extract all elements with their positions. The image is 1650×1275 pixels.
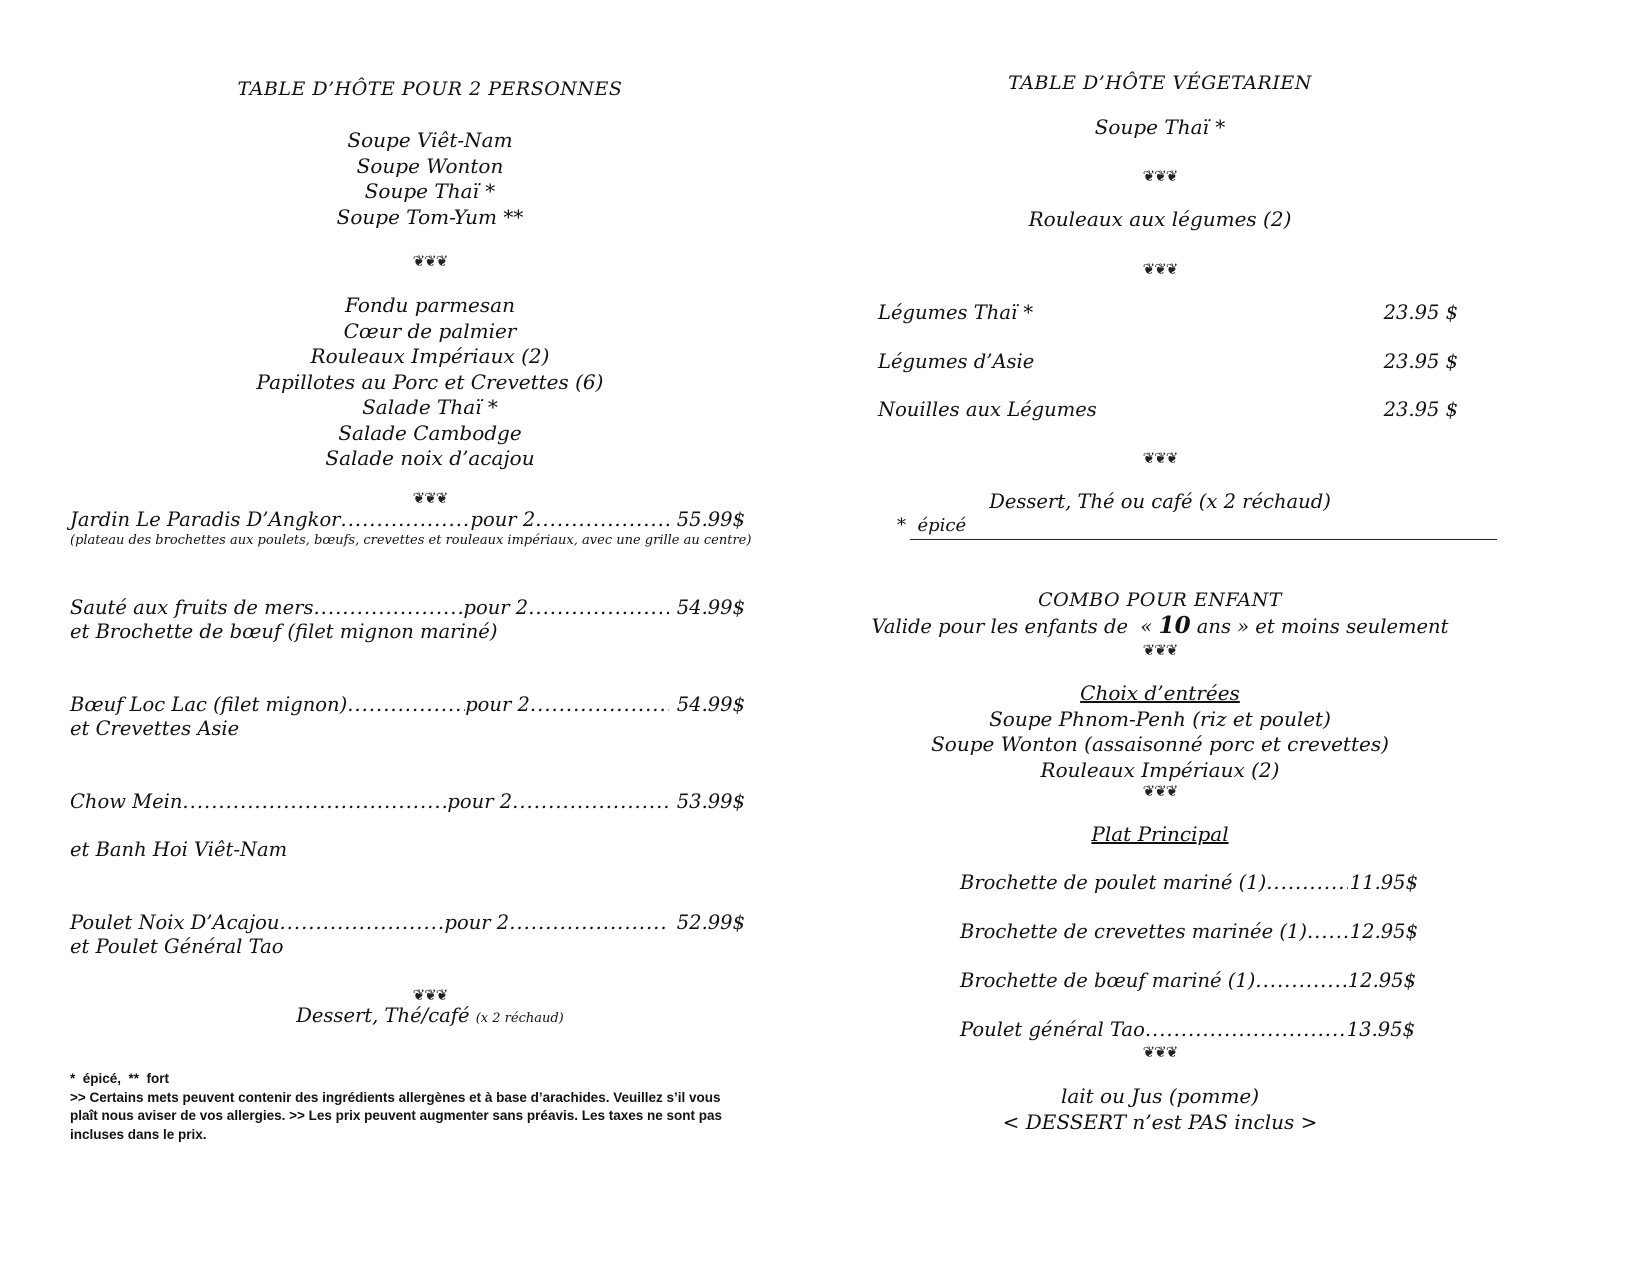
main-item-detail: et Crevettes Asie <box>70 717 240 740</box>
main-item <box>70 693 745 716</box>
entree-item: Salade noix d’acajou <box>325 446 535 470</box>
kids-main-item <box>960 1018 1415 1041</box>
kids-main-price: 11.95$ <box>1349 871 1418 894</box>
kids-main-name: Poulet général Tao <box>960 1018 1145 1041</box>
kids-main-name: Brochette de crevettes marinée (1) <box>960 920 1307 943</box>
spicy-note: * épicé <box>897 515 967 536</box>
main-item-portion: pour 2 <box>465 693 530 716</box>
main-item-price: 54.99$ <box>676 693 745 716</box>
veg-main-price: 23.95 $ <box>1383 398 1458 421</box>
main-item <box>70 596 745 619</box>
kids-main-item <box>960 969 1416 992</box>
ornament-divider <box>820 1043 1500 1061</box>
kids-entrees <box>820 681 1500 783</box>
main-item-name: Bœuf Loc Lac (filet mignon) <box>70 693 348 716</box>
ornament-divider <box>820 260 1500 278</box>
footnote <box>70 1070 750 1144</box>
kids-main-item <box>960 920 1418 943</box>
left-dessert <box>70 1004 790 1027</box>
divider-line <box>910 539 1497 540</box>
veg-main-name: Légumes d’Asie <box>878 350 1035 373</box>
main-item <box>70 911 745 934</box>
main-item-portion: pour 2 <box>444 911 510 934</box>
entree-list <box>70 293 790 472</box>
ornament-divider <box>70 252 790 270</box>
soup-item: Soupe Thaï * <box>364 179 496 203</box>
soup-item: Soupe Tom-Yum ** <box>336 204 524 229</box>
right-title: TABLE D’HÔTE VÉGETARIEN <box>1008 72 1312 94</box>
kids-dessert-note: < DESSERT n’est PAS inclus > <box>1002 1109 1318 1134</box>
main-item-name: Sauté aux fruits de mers <box>70 596 314 619</box>
entree-item: Salade Cambodge <box>338 420 522 445</box>
spice-legend: * épicé, ** fort <box>70 1071 170 1086</box>
ornament-divider <box>820 449 1500 467</box>
ornament-divider <box>820 167 1500 185</box>
kids-main-price: 12.95$ <box>1347 969 1416 992</box>
main-item-name: Poulet Noix D’Acajou <box>70 911 280 934</box>
dessert-label: Dessert, Thé/café <box>296 1004 470 1027</box>
entree-item: Fondu parmesan <box>345 293 515 317</box>
main-item-detail: et Banh Hoi Viêt-Nam <box>70 838 288 861</box>
kids-entree-item: Soupe Wonton (assaisonné porc et crevettes) <box>931 732 1389 756</box>
soup-list <box>70 128 790 230</box>
ornament-icon: ❦❦❦ <box>412 252 448 270</box>
ornament-divider <box>70 986 790 1004</box>
allergy-disclaimer: >> Certains mets peuvent contenir des ingrédients allergènes et à base d’arachides. Veuillez s’il vous plaît nous aviser de vos allergies. >> Les prix peuvent augmenter sans préavis. Les taxes ne sont pas incluses dans le prix. <box>70 1089 723 1142</box>
ornament-divider <box>70 489 790 507</box>
main-item-price: 53.99$ <box>676 790 745 813</box>
veg-main-price: 23.95 $ <box>1383 350 1458 373</box>
kids-main-item <box>960 871 1418 894</box>
entree-item: Salade Thaï * <box>362 395 498 419</box>
left-title: TABLE D’HÔTE POUR 2 PERSONNES <box>237 78 623 100</box>
veg-dessert: Dessert, Thé ou café (x 2 réchaud) <box>989 490 1331 513</box>
entree-item: Cœur de palmier <box>343 318 517 343</box>
veg-main-name: Légumes Thaï * <box>878 301 1034 324</box>
kids-main-name: Brochette de bœuf mariné (1) <box>960 969 1256 992</box>
ornament-icon: ❦❦❦ <box>1142 641 1178 659</box>
kids-drink: lait ou Jus (pomme) <box>1060 1084 1260 1108</box>
kids-entree-item: Rouleaux Impériaux (2) <box>1040 757 1280 782</box>
main-item-portion: pour 2 <box>447 790 513 813</box>
main-item-portion: pour 2 <box>463 596 529 619</box>
main-item-detail: et Poulet Général Tao <box>70 935 284 958</box>
kids-entrees-title: Choix d’entrées <box>1080 681 1240 705</box>
kids-entree-item: Soupe Phnom-Penh (riz et poulet) <box>989 706 1331 731</box>
ornament-icon: ❦❦❦ <box>412 489 448 507</box>
kids-extras <box>820 1084 1500 1135</box>
main-item-price: 54.99$ <box>676 596 745 619</box>
kids-age: 10 <box>1158 612 1191 639</box>
main-item-detail: et Brochette de bœuf (filet mignon mariné) <box>70 620 498 643</box>
main-item-portion: pour 2 <box>470 508 536 531</box>
ornament-icon: ❦❦❦ <box>1142 260 1178 278</box>
ornament-icon: ❦❦❦ <box>1142 782 1178 800</box>
veg-rolls: Rouleaux aux légumes (2) <box>1028 207 1292 231</box>
kids-main-price: 13.95$ <box>1346 1018 1415 1041</box>
dessert-note: (x 2 réchaud) <box>475 1011 564 1026</box>
main-item-name: Chow Mein <box>70 790 183 813</box>
veg-main-name: Nouilles aux Légumes <box>878 398 1097 421</box>
ornament-icon: ❦❦❦ <box>1142 167 1178 185</box>
kids-validity <box>820 612 1500 639</box>
main-item-price: 52.99$ <box>676 911 745 934</box>
main-item-detail: (plateau des brochettes aux poulets, bœufs, crevettes et rouleaux impériaux, avec une grille au centre) <box>70 533 752 548</box>
ornament-icon: ❦❦❦ <box>1142 1043 1178 1061</box>
entree-item: Papillotes au Porc et Crevettes (6) <box>256 369 604 394</box>
main-item <box>70 790 745 813</box>
kids-main-name: Brochette de poulet mariné (1) <box>960 871 1267 894</box>
kids-valid-suffix: ans » et moins seulement <box>1190 615 1449 638</box>
veg-soup: Soupe Thaï * <box>1094 115 1226 139</box>
veg-main-item <box>878 350 1458 373</box>
veg-main-item <box>878 301 1458 324</box>
ornament-divider <box>820 782 1500 800</box>
kids-main-title: Plat Principal <box>1091 822 1229 846</box>
main-item-name: Jardin Le Paradis D’Angkor <box>70 508 341 531</box>
soup-item: Soupe Wonton <box>356 153 504 178</box>
kids-title: COMBO POUR ENFANT <box>1038 589 1282 611</box>
ornament-divider <box>820 641 1500 659</box>
soup-item: Soupe Viêt-Nam <box>347 128 513 152</box>
ornament-icon: ❦❦❦ <box>1142 449 1178 467</box>
main-item-price: 55.99$ <box>676 508 745 531</box>
veg-main-price: 23.95 $ <box>1383 301 1458 324</box>
ornament-icon: ❦❦❦ <box>412 986 448 1004</box>
kids-valid-prefix: Valide pour les enfants de « <box>871 615 1159 638</box>
kids-main-price: 12.95$ <box>1349 920 1418 943</box>
main-item <box>70 508 745 531</box>
entree-item: Rouleaux Impériaux (2) <box>310 344 550 368</box>
veg-main-item <box>878 398 1458 421</box>
